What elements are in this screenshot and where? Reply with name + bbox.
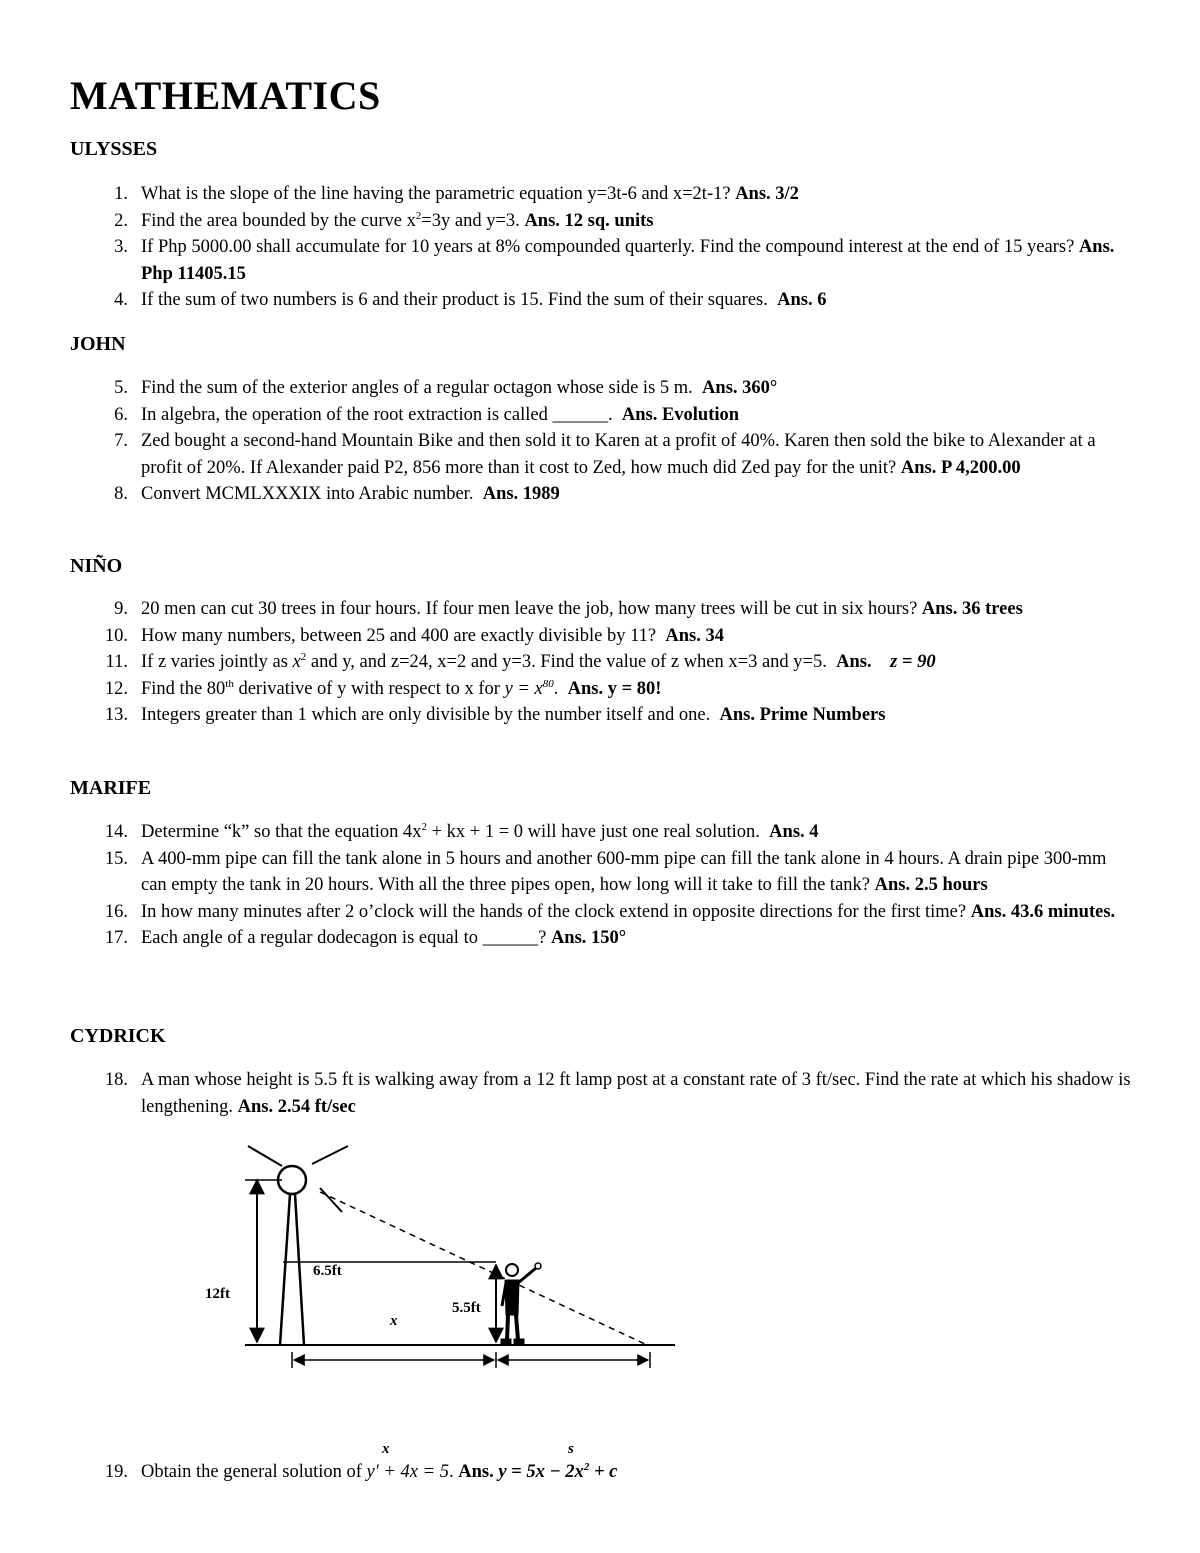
- answer-17: Ans. 150°: [550, 928, 627, 948]
- answer-10: Ans. 34: [665, 625, 724, 646]
- question-3: 3. If Php 5000.00 shall accumulate for 10 years at 8% compounded quarterly. Find the compound interest at the end of 15 years? Ans. Php 11405.15: [114, 237, 1115, 284]
- answer-3: Ans. Php 11405.15: [141, 237, 1115, 284]
- man-figure: [501, 1263, 541, 1344]
- question-15: 15. A 400-mm pipe can fill the tank alone in 5 hours and another 600-mm pipe can fill the tank alone in 4 hours. A drain pipe 300-mm can empty the tank in 20 hours. With all the three pipes open, how long will it take to fill the tank? Ans. 2.5 hours: [104, 848, 1107, 895]
- answer-7: Ans. P 4,200.00: [900, 457, 1021, 478]
- question-5: 5. Find the sum of the exterior angles of a regular octagon whose side is 5 m. Ans. 360°: [114, 378, 778, 398]
- question-list-nino: [70, 596, 1132, 729]
- answer-9: Ans. 36 trees: [921, 599, 1023, 619]
- page-title: MATHEMATICS: [70, 73, 381, 118]
- question-8: 8. Convert MCMLXXXIX into Arabic number. Ans. 1989: [114, 484, 560, 504]
- question-list-cydrick-2: [70, 1459, 1132, 1486]
- label-x-top: x: [390, 1313, 398, 1329]
- question-list-cydrick: [70, 1067, 1132, 1120]
- lamp-post: [280, 1194, 304, 1345]
- answer-6: Ans. Evolution: [621, 404, 740, 425]
- answer-8: Ans. 1989: [482, 484, 560, 504]
- section-heading-john: JOHN: [70, 333, 126, 355]
- answer-1: Ans. 3/2: [735, 184, 799, 204]
- question-12: 12. Find the 80th derivative of y with respect to x for $y = x^{80}$. Ans. y = 80!: [104, 677, 662, 699]
- label-12ft: 12ft: [205, 1286, 230, 1302]
- question-16: 16. In how many minutes after 2 o’clock will the hands of the clock extend in opposite directions for the first time? Ans. 43.6 minutes.: [104, 901, 1116, 922]
- section-heading-marife: MARIFE: [70, 777, 152, 799]
- question-18: 18. A man whose height is 5.5 ft is walking away from a 12 ft lamp post at a constant rate of 3 ft/sec. Find the rate at which his shadow is lengthening. Ans. 2.54 ft/sec: [104, 1070, 1131, 1117]
- question-1: 1. What is the slope of the line having the parametric equation y=3t-6 and x=2t-1? Ans. 3/2: [114, 184, 799, 204]
- question-11: 11. If z varies jointly as $x^2$ and y, and z=24, x=2 and y=3. Find the value of z when x=3 and y=5. Ans. z = 90: [105, 650, 936, 672]
- question-17: 17. Each angle of a regular dodecagon is equal to ______? Ans. 150°: [104, 928, 627, 948]
- answer-18: Ans. 2.54 ft/sec: [237, 1096, 356, 1117]
- question-9: 9. 20 men can cut 30 trees in four hours. If four men leave the job, how many trees will be cut in six hours? Ans. 36 trees: [114, 599, 1023, 619]
- question-7: 7. Zed bought a second-hand Mountain Bike and then sold it to Karen at a profit of 40%. Karen then sold the bike to Alexander at a profit of 20%. If Alexander paid P2, 856 more than it cost to Zed, how much did Zed pay for the unit? Ans. P 4,200.00: [114, 431, 1096, 478]
- question-10: 10. How many numbers, between 25 and 400 are exactly divisible by 11? Ans. 34: [104, 625, 724, 646]
- lamp-bulb: [278, 1166, 306, 1194]
- label-s: s: [568, 1441, 574, 1457]
- section-heading-cydrick: CYDRICK: [70, 1025, 166, 1047]
- question-4: 4. If the sum of two numbers is 6 and their product is 15. Find the sum of their squares. Ans. 6: [114, 290, 827, 310]
- lamp-post-diagram: [200, 1130, 700, 1460]
- question-6: 6. In algebra, the operation of the root extraction is called ______. Ans. Evolution: [114, 404, 740, 425]
- answer-15: Ans. 2.5 hours: [874, 875, 988, 895]
- section-heading-ulysses: ULYSSES: [70, 138, 158, 160]
- answer-11: z = 90: [890, 652, 936, 672]
- answer-14: Ans. 4: [769, 822, 819, 842]
- section-heading-nino: NIÑO: [70, 555, 123, 577]
- question-list-john: [70, 375, 1132, 508]
- answer-5: Ans. 360°: [702, 378, 778, 398]
- label-65ft: 6.5ft: [313, 1263, 342, 1279]
- question-14: 14. Determine “k” so that the equation $4x^2$ + kx + 1 = 0 will have just one real solution. Ans. 4: [104, 820, 819, 842]
- answer-19: y = 5x − 2x: [498, 1462, 584, 1482]
- answer-2: Ans. 12 sq. units: [524, 210, 654, 231]
- answer-13: Ans. Prime Numbers: [719, 705, 886, 725]
- light-ray-dashed: [320, 1192, 645, 1344]
- question-13: 13. Integers greater than 1 which are only divisible by the number itself and one. Ans. Prime Numbers: [104, 705, 886, 725]
- answer-16: Ans. 43.6 minutes.: [970, 901, 1116, 922]
- bottom-dimensions: [292, 1352, 650, 1368]
- label-x-bottom: x: [382, 1441, 390, 1457]
- question-19: 19. Obtain the general solution of y′ + 4x = 5. Ans. $y = 5x - 2x^2 + c$: [104, 1460, 618, 1482]
- answer-4: Ans. 6: [777, 290, 827, 310]
- label-55ft: 5.5ft: [452, 1300, 481, 1316]
- question-list-ulysses: [70, 181, 1132, 314]
- question-list-marife: [70, 819, 1132, 952]
- answer-12: Ans. y = 80!: [567, 678, 662, 699]
- question-2: 2. Find the area bounded by the curve $x^2=3y$ and y=3. Ans. 12 sq. units: [114, 209, 654, 231]
